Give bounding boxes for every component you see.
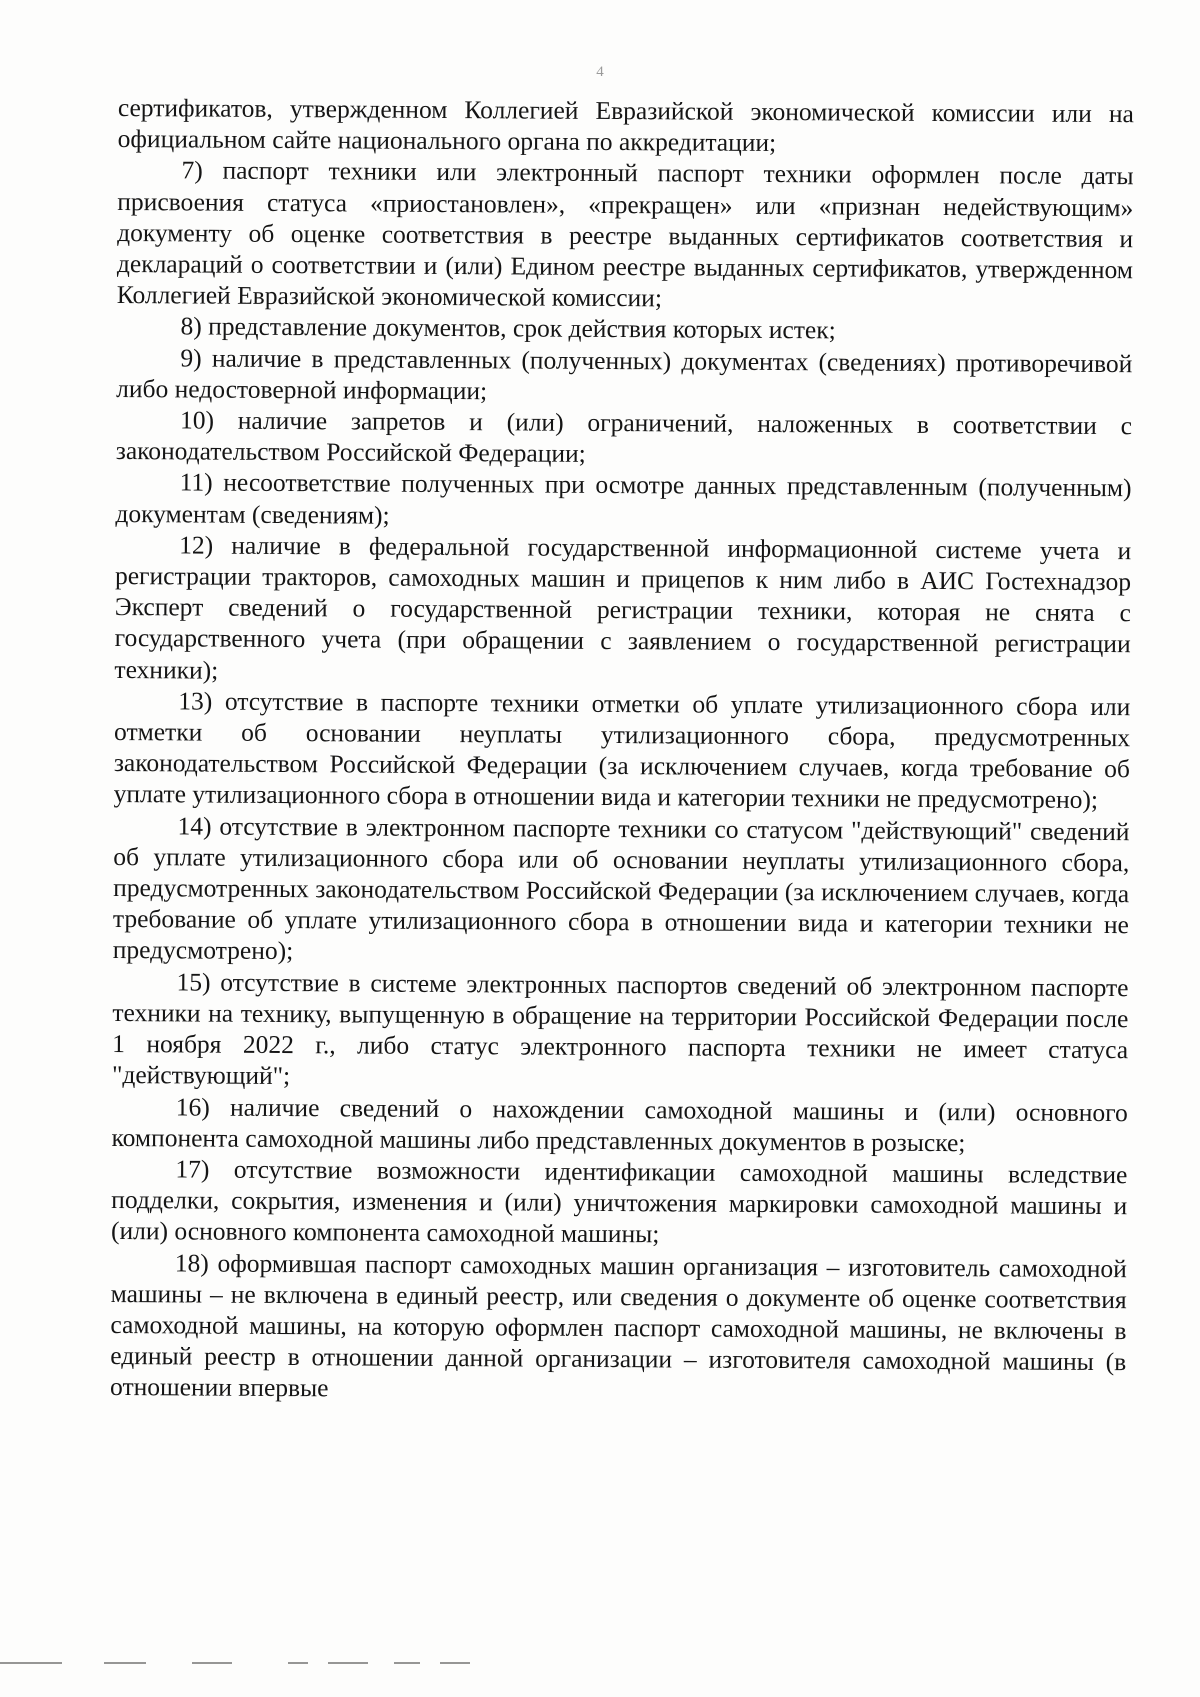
list-item-16: 16) наличие сведений о нахождении самоходной машины и (или) основного компонента самоходной машины либо представленных документов в розыске; [111,1091,1128,1157]
paragraph-continuation: сертификатов, утвержденном Коллегией Евразийской экономической комиссии или на официальном сайте национального органа по аккредитации; [117,92,1134,158]
page-number: 4 [596,64,604,80]
scan-mark [0,1662,62,1664]
list-item-7: 7) паспорт техники или электронный паспорт техники оформлен после даты присвоения статуса «приостановлен», «прекращен» или «признан недействующим» документу об оценке соответствия в реестре выданных сертификатов соответствия и деклараций о соответствии и (или) Едином реестре выданных сертификатов, утвержденном Коллегией Евразийской экономической комиссии; [116,155,1134,313]
list-item-15: 15) отсутствие в системе электронных паспортов сведений об электронном паспорте техники на технику, выпущенную в обращение на территории Российской Федерации после 1 ноября 2022 г., либо статус электронного паспорта техники не имеет статуса "действующий"; [111,967,1129,1091]
scan-mark [394,1662,420,1664]
list-item-9: 9) наличие в представленных (полученных) документах (сведениях) противоречивой либо недостоверной информации; [116,343,1133,406]
list-item-17: 17) отсутствие возможности идентификации самоходной машины вследствие подделки, сокрытия, изменения и (или) уничтожения маркировки самоходной машины и (или) основного компонента самоходной машины; [110,1154,1128,1249]
list-item-11: 11) несоответствие полученных при осмотре данных представленным (полученным) документам (сведениям); [115,467,1132,530]
scan-mark [104,1662,146,1664]
list-item-12: 12) наличие в федеральной государственной информационной системе учета и регистрации тракторов, самоходных машин и прицепов к ним либо в АИС Гостехнадзор Эксперт сведений о государственной регистрации техники, которая не снята с государственного учета (при обращении с заявлением о государственной регистрации техники); [114,530,1132,685]
list-item-14: 14) отсутствие в электронном паспорте техники со статусом "действующий" сведений об уплате утилизационного сбора или об основании неуплаты утилизационного сбора, предусмотренных законодательством Российской Федерации (за исключением случаев, когда требование об уплате утилизационного сбора в отношении вида и категории техники не предусмотрено); [112,811,1130,966]
scan-mark [440,1662,470,1664]
scan-artifact-strip [0,1662,1200,1672]
list-item-18: 18) оформившая паспорт самоходных машин организация – изготовитель самоходной машины – не включена в единый реестр, или сведения о документе об оценке соответствия самоходной машины, на которую оформлен паспорт самоходной машины, не включены в единый реестр в отношении данной организации – изготовителя самоходной машины (в отношении впервые [110,1247,1127,1403]
scan-mark [328,1662,368,1664]
list-item-8: 8) представление документов, срок действия которых истек; [180,311,836,345]
document-body [110,92,1134,1409]
list-item-10: 10) наличие запретов и (или) ограничений, наложенных в соответствии с законодательством Российской Федерации; [115,405,1133,469]
scan-mark [288,1662,308,1664]
scan-mark [192,1662,232,1664]
list-item-13: 13) отсутствие в паспорте техники отметки об уплате утилизационного сбора или отметки об основании неуплаты утилизационного сбора, предусмотренных законодательством Российской Федерации (за исключением случаев, когда требование об уплате утилизационного сбора в отношении вида и категории техники не предусмотрено); [113,686,1131,815]
